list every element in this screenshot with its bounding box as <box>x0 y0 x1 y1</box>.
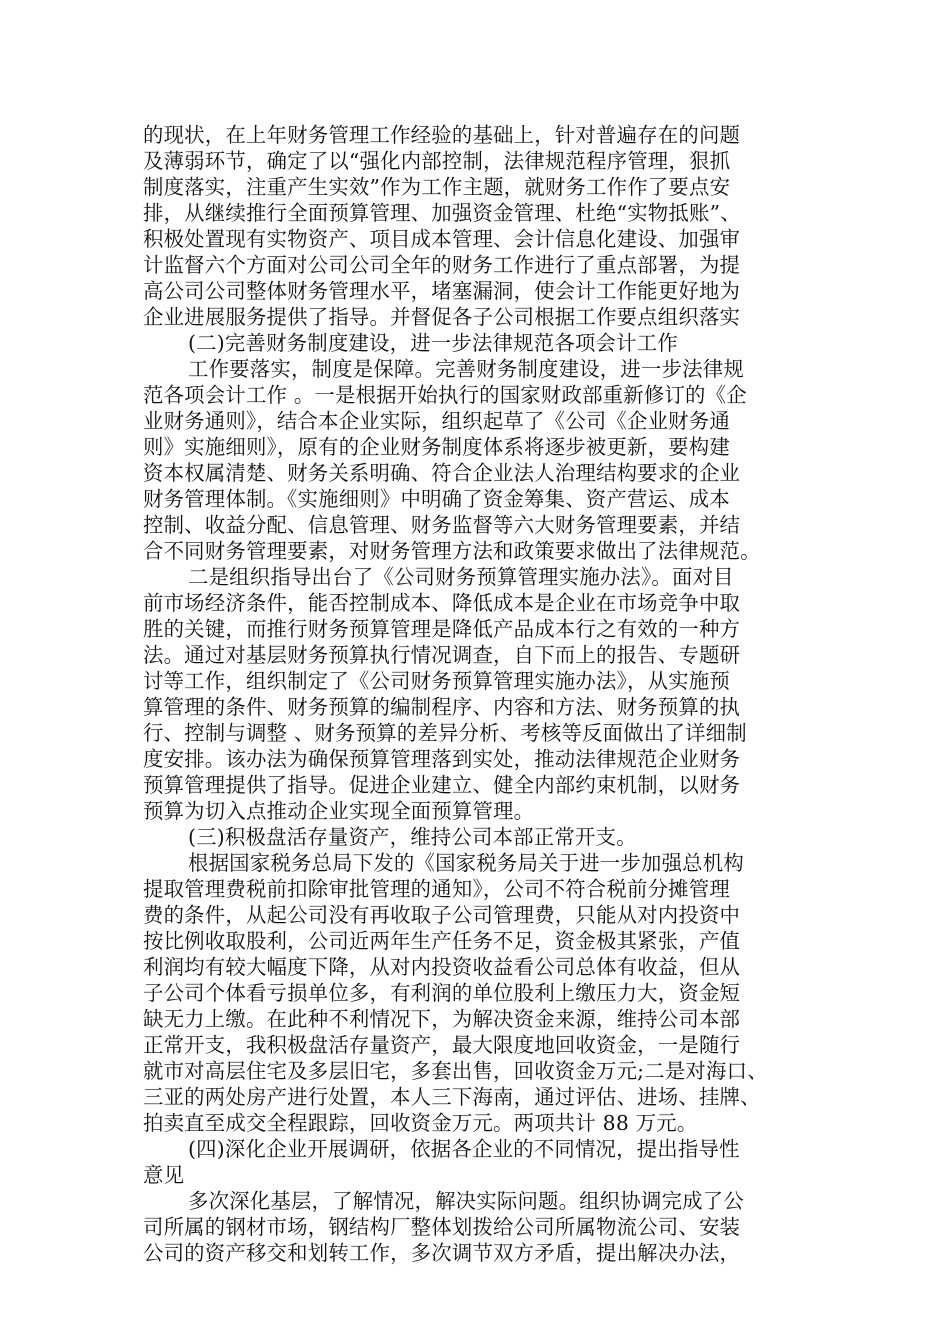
paragraph-start-line: 二是组织指导出台了《公司财务预算管理实施办法》。面对目 <box>188 565 734 589</box>
text-line: 合不同财务管理要素，对财务管理方法和政策要求做出了法律规范。 <box>143 539 761 563</box>
text-line: 司所属的钢材市场，钢结构厂整体划拨给公司所属物流公司、安装 <box>143 1215 741 1239</box>
text-line: 资本权属清楚、财务关系明确、符合企业法人治理结构要求的企业 <box>143 461 741 485</box>
text-line: 度安排。该办法为确保预算管理落到实处，推动法律规范企业财务 <box>143 747 741 771</box>
section-heading: (二)完善财务制度建设，进一步法律规范各项会计工作 <box>188 331 678 355</box>
paragraph-start-line: 工作要落实，制度是保障。完善财务制度建设，进一步法律规 <box>188 357 744 381</box>
text-line: 制度落实，注重产生实效”作为工作主题，就财务工作作了要点安 <box>143 175 731 199</box>
text-line: 高公司公司整体财务管理水平，堵塞漏洞，使会计工作能更好地为 <box>143 279 741 303</box>
text-line: 讨等工作，组织制定了《公司财务预算管理实施办法》，从实施预 <box>143 669 730 693</box>
text-line: 则》实施细则》，原有的企业财务制度体系将逐步被更新，要构建 <box>143 435 730 459</box>
text-line: 缺无力上缴。在此种不利情况下，为解决资金来源，维持公司本部 <box>143 1007 741 1031</box>
text-line: 拍卖直至成交全程跟踪，回收资金万元。两项共计 88 万元。 <box>143 1111 698 1135</box>
text-line: 计监督六个方面对公司公司全年的财务工作进行了重点部署，为提 <box>143 253 741 277</box>
section-heading-continuation: 意见 <box>143 1163 185 1187</box>
text-line: 法。通过对基层财务预算执行情况调查，自下而上的报告、专题研 <box>143 643 741 667</box>
text-line: 就市对高层住宅及多层旧宅，多套出售，回收资金万元;二是对海口、 <box>143 1059 768 1083</box>
text-line: 公司的资产移交和划转工作，多次调节双方矛盾，提出解决办法， <box>143 1241 741 1265</box>
section-heading: (三)积极盘活存量资产，维持公司本部正常开支。 <box>188 825 637 849</box>
section-heading: (四)深化企业开展调研，依据各企业的不同情况，提出指导性 <box>188 1137 740 1161</box>
text-line: 积极处置现有实物资产、项目成本管理、会计信息化建设、加强审 <box>143 227 741 251</box>
text-line: 费的条件，从起公司没有再收取子公司管理费，只能从对内投资中 <box>143 903 741 927</box>
text-line: 子公司个体看亏损单位多，有利润的单位股利上缴压力大，资金短 <box>143 981 741 1005</box>
text-line: 业财务通则》，结合本企业实际，组织起草了《公司《企业财务通 <box>143 409 730 433</box>
text-line: 预算为切入点推动企业实现全面预算管理。 <box>143 799 535 823</box>
paragraph-start-line: 根据国家税务总局下发的《国家税务局关于进一步加强总机构 <box>188 851 744 875</box>
document-body <box>143 122 809 1266</box>
text-line: 胜的关键，而推行财务预算管理是降低产品成本行之有效的一种方 <box>143 617 741 641</box>
text-line: 排，从继续推行全面预算管理、加强资金管理、杜绝“实物抵账”、 <box>143 201 741 225</box>
text-line: 及薄弱环节，确定了以“强化内部控制，法律规范程序管理，狠抓 <box>143 149 731 173</box>
text-line: 利润均有较大幅度下降，从对内投资收益看公司总体有收益，但从 <box>143 955 741 979</box>
text-line: 正常开支，我积极盘活存量资产，最大限度地回收资金，一是随行 <box>143 1033 741 1057</box>
text-line: 提取管理费税前扣除审批管理的通知》，公司不符合税前分摊管理 <box>143 877 730 901</box>
text-line: 的现状，在上年财务管理工作经验的基础上，针对普遍存在的问题 <box>143 123 741 147</box>
text-line: 前市场经济条件，能否控制成本、降低成本是企业在市场竞争中取 <box>143 591 741 615</box>
text-line: 算管理的条件、财务预算的编制程序、内容和方法、财务预算的执 <box>143 695 741 719</box>
text-line: 预算管理提供了指导。促进企业建立、健全内部约束机制，以财务 <box>143 773 741 797</box>
text-line: 按比例收取股利，公司近两年生产任务不足，资金极其紧张，产值 <box>143 929 741 953</box>
text-line: 行、控制与调整 、财务预算的差异分析、考核等反面做出了详细制 <box>143 721 747 745</box>
text-line: 范各项会计工作 。一是根据开始执行的国家财政部重新修订的《企 <box>143 383 747 407</box>
text-line: 财务管理体制。《实施细则》中明确了资金筹集、资产营运、成本 <box>143 487 730 511</box>
text-line: 企业进展服务提供了指导。并督促各子公司根据工作要点组织落实 <box>143 305 741 329</box>
paragraph-start-line: 多次深化基层，了解情况，解决实际问题。组织协调完成了公 <box>188 1189 744 1213</box>
text-line: 三亚的两处房产进行处置，本人三下海南，通过评估、进场、挂牌、 <box>143 1085 761 1109</box>
text-line: 控制、收益分配、信息管理、财务监督等六大财务管理要素，并结 <box>143 513 741 537</box>
